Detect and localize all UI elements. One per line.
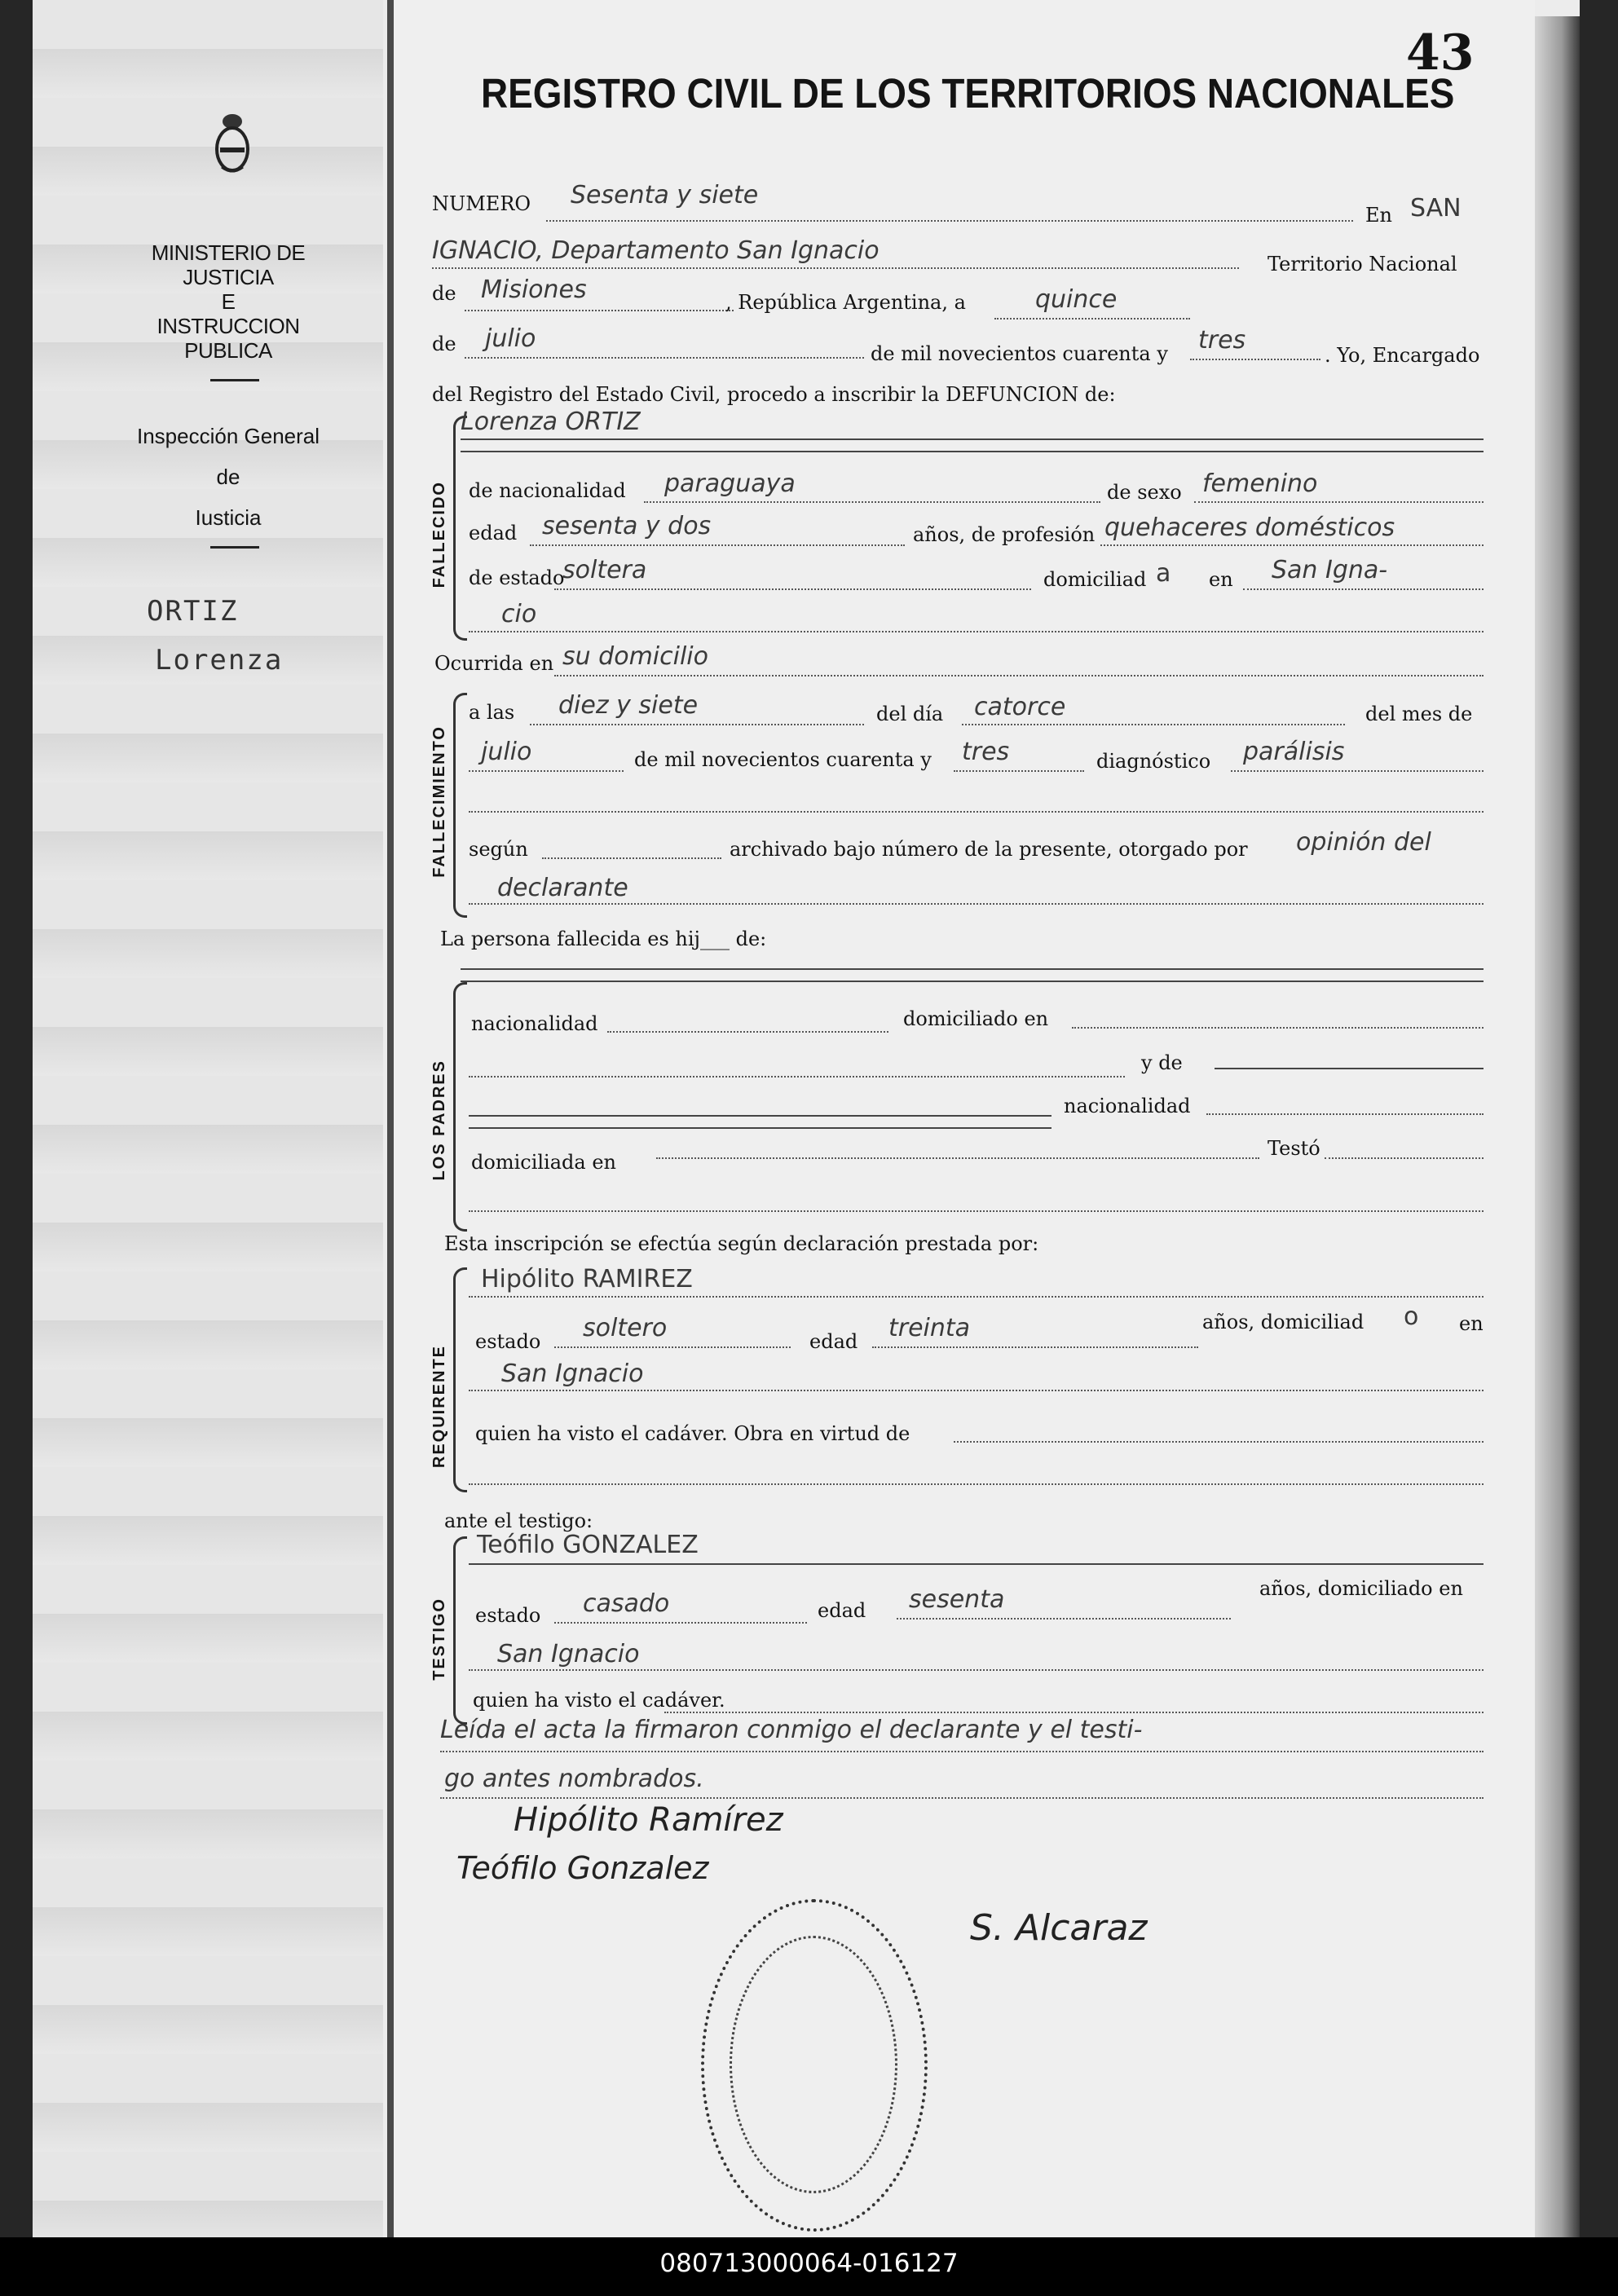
section-brace (453, 1267, 467, 1492)
fill-line (530, 544, 905, 546)
signature-officer: S. Alcaraz (970, 1907, 1148, 1949)
ocurrida-value: su domicilio (562, 642, 708, 671)
divider (210, 379, 259, 381)
fill-line (1243, 588, 1484, 590)
fill-line (664, 1712, 1484, 1713)
fill-line (465, 310, 734, 311)
stub-surname: ORTIZ (147, 595, 239, 628)
del-dia-label: del día (876, 703, 944, 725)
fill-line (554, 588, 1031, 590)
place-value-cont: IGNACIO, Departamento San Ignacio (432, 236, 880, 265)
inspection-line: Inspección General (136, 424, 320, 448)
fill-line (554, 675, 1484, 676)
en-label: En (1365, 204, 1392, 227)
fill-line (542, 857, 721, 859)
testo-label: Testó (1268, 1137, 1320, 1160)
edad-label: edad (809, 1330, 858, 1353)
section-label-padres: LOS PADRES (430, 1060, 448, 1181)
sexo-label: de sexo (1107, 481, 1182, 504)
y-de-label: y de (1141, 1051, 1183, 1074)
fill-line (440, 1751, 1484, 1752)
ministry-heading (122, 240, 334, 363)
nacionalidad-label: nacionalidad (1064, 1095, 1191, 1117)
main-form (394, 0, 1535, 2237)
fill-line (962, 724, 1345, 725)
section-brace (453, 982, 467, 1232)
year-label: de mil novecientos cuarenta y (634, 748, 932, 771)
signature-declarant: Hipólito Ramírez (514, 1801, 783, 1839)
profesion-value: quehaceres domésticos (1104, 513, 1395, 542)
section-label-requirente: REQUIRENTE (430, 1345, 448, 1469)
official-seal-inner (730, 1936, 897, 2193)
closing-line: Leída el acta la firmaron conmigo el declarante y el testi- (440, 1716, 1143, 1744)
document-id: 080713000064-016127 (659, 2249, 959, 2278)
fill-line (607, 1031, 888, 1033)
fill-line (469, 1669, 1484, 1671)
encargado-label: . Yo, Encargado (1325, 344, 1480, 367)
nacionalidad-label: nacionalidad (471, 1012, 598, 1035)
page-edge (1535, 16, 1580, 2241)
coat-of-arms-icon (214, 110, 251, 175)
divider (210, 546, 259, 549)
binding-edge (0, 0, 33, 2296)
numero-label: NUMERO (432, 192, 531, 215)
nacionalidad-label: de nacionalidad (469, 479, 626, 502)
a-las-label: a las (469, 701, 515, 724)
deceased-name: Lorenza ORTIZ (461, 408, 641, 436)
fill-line (954, 770, 1084, 772)
section-brace (453, 693, 467, 918)
fill-line (656, 1157, 1259, 1159)
diagnostico-value: parálisis (1243, 738, 1345, 766)
ocurrida-label: Ocurrida en (434, 652, 554, 675)
diagnostico-label: diagnóstico (1096, 750, 1211, 773)
estado-label: de estado (469, 566, 565, 589)
fill-line (1325, 1157, 1484, 1159)
fill-line (432, 267, 1239, 269)
section-label-fallecimiento: FALLECIMIENTO (430, 725, 448, 878)
padres-intro: La persona fallecida es hij___ de: (440, 928, 767, 950)
domiciliad-suffix: o (1404, 1302, 1419, 1331)
section-brace (453, 416, 467, 641)
estado-value: soltero (583, 1314, 668, 1342)
fill-line (469, 1296, 1484, 1298)
fill-line (461, 438, 1484, 440)
domiciliad-suffix: a (1156, 559, 1171, 588)
place-value: SAN (1410, 194, 1461, 223)
fill-line (469, 811, 1484, 813)
edad-label: edad (818, 1599, 866, 1622)
numero-value: Sesenta y siete (571, 181, 759, 209)
otorgado-value: opinión del (1296, 828, 1431, 857)
domiciliado-label: domiciliado en (903, 1007, 1049, 1030)
page-title: REGISTRO CIVIL DE LOS TERRITORIOS NACIONALES (481, 70, 1455, 117)
de-label: de (432, 282, 456, 305)
signature-witness: Teófilo Gonzalez (456, 1850, 709, 1886)
fill-line (469, 1115, 1051, 1117)
registro-text: del Registro del Estado Civil, procedo a inscribir la DEFUNCION de: (432, 383, 1116, 406)
territorio-value: Misiones (481, 275, 587, 304)
fill-line (469, 1483, 1484, 1485)
domiciliad-label: domiciliad (1043, 568, 1147, 591)
fill-line (1231, 770, 1484, 772)
fill-line (897, 1618, 1231, 1620)
fill-line (554, 1622, 807, 1624)
stub-given-name: Lorenza (155, 644, 284, 676)
fill-line (469, 1390, 1484, 1391)
estado-value: casado (583, 1589, 670, 1618)
year-value: tres (1198, 326, 1246, 355)
right-shadow (1580, 0, 1618, 2296)
fill-line (469, 1210, 1484, 1212)
cadaver-text: quien ha visto el cadáver. Obra en virtud de (475, 1422, 910, 1445)
year-label: de mil novecientos cuarenta y (871, 342, 1168, 365)
cadaver-text: quien ha visto el cadáver. (473, 1689, 725, 1712)
archivado-text: archivado bajo número de la presente, otorgado por (730, 838, 1248, 861)
testigo-name: Teófilo GONZALEZ (477, 1531, 699, 1559)
closing-line: go antes nombrados. (444, 1765, 704, 1793)
edad-label: edad (469, 522, 518, 544)
de-label: de (432, 333, 456, 355)
requirente-name: Hipólito RAMIREZ (481, 1265, 693, 1293)
testigo-intro: ante el testigo: (444, 1509, 593, 1532)
edad-value: treinta (888, 1314, 971, 1342)
segun-label: según (469, 838, 528, 861)
hora-value: diez y siete (558, 691, 699, 720)
en-label: en (1459, 1312, 1484, 1335)
fill-line (554, 1346, 791, 1348)
section-label-testigo: TESTIGO (430, 1598, 448, 1681)
ministry-line: INSTRUCCION PUBLICA (157, 314, 300, 363)
fill-line (469, 1076, 1125, 1077)
republica-label: , República Argentina, a (725, 291, 966, 314)
domicilio-value-cont: cio (501, 600, 537, 628)
section-label-fallecido: FALLECIDO (430, 481, 448, 588)
day-value: quince (1035, 285, 1118, 314)
fill-line (872, 1346, 1198, 1348)
requirente-intro: Esta inscripción se efectúa según declaración prestada por: (444, 1232, 1039, 1255)
estado-value: soltera (562, 556, 647, 584)
year-value: tres (962, 738, 1010, 766)
inspection-line: Iusticia (195, 505, 262, 530)
section-brace (453, 1536, 467, 1725)
sexo-value: femenino (1202, 469, 1318, 498)
domiciliad-label: años, domiciliad (1202, 1311, 1364, 1333)
page-number: 43 (1406, 24, 1475, 82)
month-value: julio (485, 324, 536, 353)
fill-line (469, 770, 624, 772)
fill-line (469, 1127, 1051, 1129)
del-mes-label: del mes de (1365, 703, 1473, 725)
estado-label: estado (475, 1604, 541, 1627)
inspection-line: de (216, 465, 240, 489)
estado-label: estado (475, 1330, 541, 1353)
fill-line (546, 220, 1353, 222)
fill-line (469, 903, 1484, 905)
otorgado-value-cont: declarante (497, 874, 628, 902)
dia-value: catorce (974, 693, 1066, 721)
fill-line (1215, 1068, 1484, 1069)
domicilio-value: San Ignacio (501, 1360, 644, 1388)
fill-line (954, 1441, 1484, 1443)
fill-line (440, 1797, 1484, 1799)
fill-line (461, 968, 1484, 970)
fill-line (1190, 359, 1320, 360)
territorio-label: Territorio Nacional (1268, 253, 1457, 275)
fill-line (644, 501, 1100, 503)
fill-line (994, 318, 1190, 320)
nacionalidad-value: paraguaya (664, 469, 796, 498)
fill-line (465, 357, 864, 359)
fill-line (461, 451, 1484, 452)
ministry-line: E (221, 289, 236, 314)
fill-line (1206, 1113, 1484, 1115)
fill-line (530, 724, 864, 725)
fill-line (469, 631, 1484, 632)
fill-line (1072, 1027, 1484, 1029)
domicilio-value: San Ignacio (497, 1640, 640, 1668)
fill-line (461, 981, 1484, 982)
domiciliado-label: años, domiciliado en (1259, 1577, 1463, 1600)
edad-value: sesenta (909, 1585, 1005, 1614)
ministry-line: MINISTERIO DE JUSTICIA (151, 240, 306, 289)
inspection-heading (122, 416, 334, 538)
fill-line (469, 1563, 1484, 1565)
domicilio-value: San Igna- (1272, 556, 1388, 584)
stub-divider (387, 0, 394, 2237)
domiciliada-label: domiciliada en (471, 1151, 616, 1174)
fill-line (1100, 544, 1484, 546)
mes-value: julio (481, 738, 532, 766)
footer-bar (0, 2237, 1618, 2296)
fill-line (1194, 501, 1484, 503)
profesion-label: años, de profesión (913, 523, 1096, 546)
edad-value: sesenta y dos (542, 512, 712, 540)
en-label: en (1209, 568, 1233, 591)
